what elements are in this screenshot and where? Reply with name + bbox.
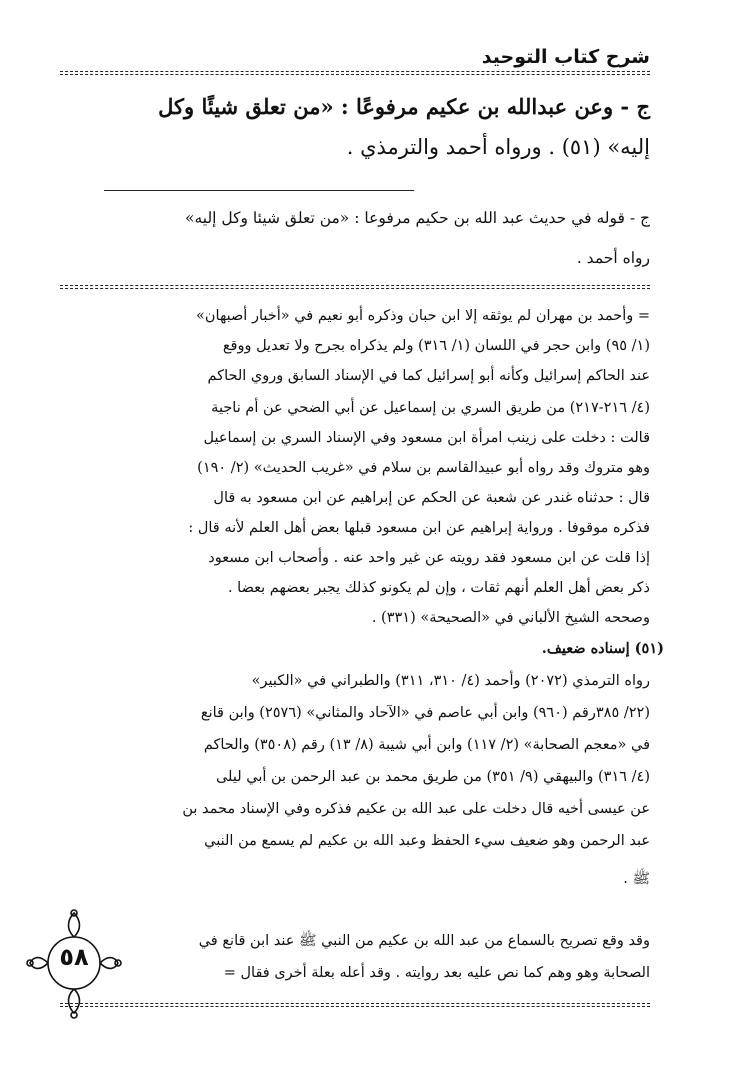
footnote-line: عند الحاكم إسرائيل وكأنه أبو إسرائيل كما في الإسناد السابق وروي الحاكم bbox=[207, 368, 650, 384]
footnote-line: = وأحمد بن مهران لم يوثقه إلا ابن حبان وذكره أبو نعيم في «أخبار أصبهان» bbox=[196, 308, 650, 324]
main-text-line-1: ج - وعن عبدالله بن عكيم مرفوعًا : «من تعلق شيئًا وكل bbox=[158, 94, 650, 119]
footnote-line: ﷺ . bbox=[623, 871, 650, 887]
secondary-text-line-2: رواه أحمد . bbox=[576, 249, 650, 267]
footnote-line: رواه الترمذي (٢٠٧٢) وأحمد (٤/ ٣١٠، ٣١١) والطبراني في «الكبير» bbox=[251, 673, 650, 689]
main-text-line-2 bbox=[60, 132, 650, 162]
footnote-line: قالت : دخلت على زينب امرأة ابن مسعود وفي الإسناد السري بن إسماعيل bbox=[203, 430, 650, 446]
footnote-rule bbox=[60, 285, 650, 286]
footnote-line: (٢٢/ ٣٨٥رقم (٩٦٠) وابن أبي عاصم في «الآحاد والمثاني» (٢٥٧٦) وابن قانع bbox=[200, 705, 650, 721]
footnote-51-heading bbox=[60, 636, 664, 662]
footnote-line: وقد وقع تصريح بالسماع من عبد الله بن عكيم من النبي ﷺ عند ابن قانع في bbox=[198, 933, 650, 949]
footnote-heading-text: إسناده ضعيف. bbox=[541, 640, 630, 657]
page-number: ٥٨ bbox=[59, 943, 89, 971]
footnote-line: عبد الرحمن وهو ضعيف سيء الحفظ وعبد الله بن عكيم لم يسمع من النبي bbox=[204, 833, 650, 849]
section-divider bbox=[104, 190, 414, 191]
running-header: شرح كتاب التوحيد bbox=[481, 46, 650, 68]
footnote-line: (١/ ٩٥) وابن حجر في اللسان (١/ ٣١٦) ولم يذكراه بجرح ولا تعديل ووقع bbox=[222, 338, 650, 354]
footnote-line: قال : حدثناه غندر عن شعبة عن الحكم عن إبراهيم عن ابن مسعود به قال bbox=[213, 490, 650, 506]
header-rule bbox=[60, 71, 650, 72]
footnote-line: الصحابة وهو وهم كما نص عليه بعد روايته . وقد أعله بعلة أخرى فقال = bbox=[223, 965, 650, 981]
footnote-line: (٤/ ٢١٦-٢١٧) من طريق السري بن إسماعيل عن أبي الضحي عن أم ناجية bbox=[211, 400, 650, 416]
footnote-marker: (٥١) bbox=[634, 640, 664, 657]
footnote-line: وصححه الشيخ الألباني في «الصحيحة» (٣٣١) . bbox=[371, 610, 650, 626]
footnote-line: وهو متروك وقد رواه أبو عبيدالقاسم بن سلام في «غريب الحديث» (٢/ ١٩٠) bbox=[197, 460, 650, 476]
footnote-line: ذكر بعض أهل العلم أنهم ثقات ، وإن لم يكونو كذلك يجبر بعضهم بعضا . bbox=[227, 580, 650, 596]
footer-rule bbox=[60, 1003, 650, 1004]
footnote-line: إذا قلت عن ابن مسعود فقد رويته عن غير واحد عنه . وأصحاب ابن مسعود bbox=[208, 550, 650, 566]
secondary-text-line-1: ج - قوله في حديث عبد الله بن حكيم مرفوعا : «من تعلق شيئا وكل إليه» bbox=[184, 209, 650, 227]
footnote-line: عن عيسى أخيه قال دخلت على عبد الله بن عكيم فذكره وفي الإسناد محمد بن bbox=[182, 801, 650, 817]
footnote-line: (٤/ ٣١٦) والبيهقي (٩/ ٣٥١) من طريق محمد بن عبد الرحمن بن أبي ليلى bbox=[215, 769, 650, 785]
footnote-line: في «معجم الصحابة» (٢/ ١١٧) وابن أبي شيبة (٨/ ١٣) رقم (٣٥٠٨) والحاكم bbox=[203, 737, 650, 753]
main-text-line-2-text: إليه» (٥١) . ورواه أحمد والترمذي . bbox=[346, 135, 650, 159]
footnote-line: فذكره موقوفا . ورواية إبراهيم عن ابن مسعود قبلها بعض أهل العلم لأنه قال : bbox=[188, 520, 650, 536]
